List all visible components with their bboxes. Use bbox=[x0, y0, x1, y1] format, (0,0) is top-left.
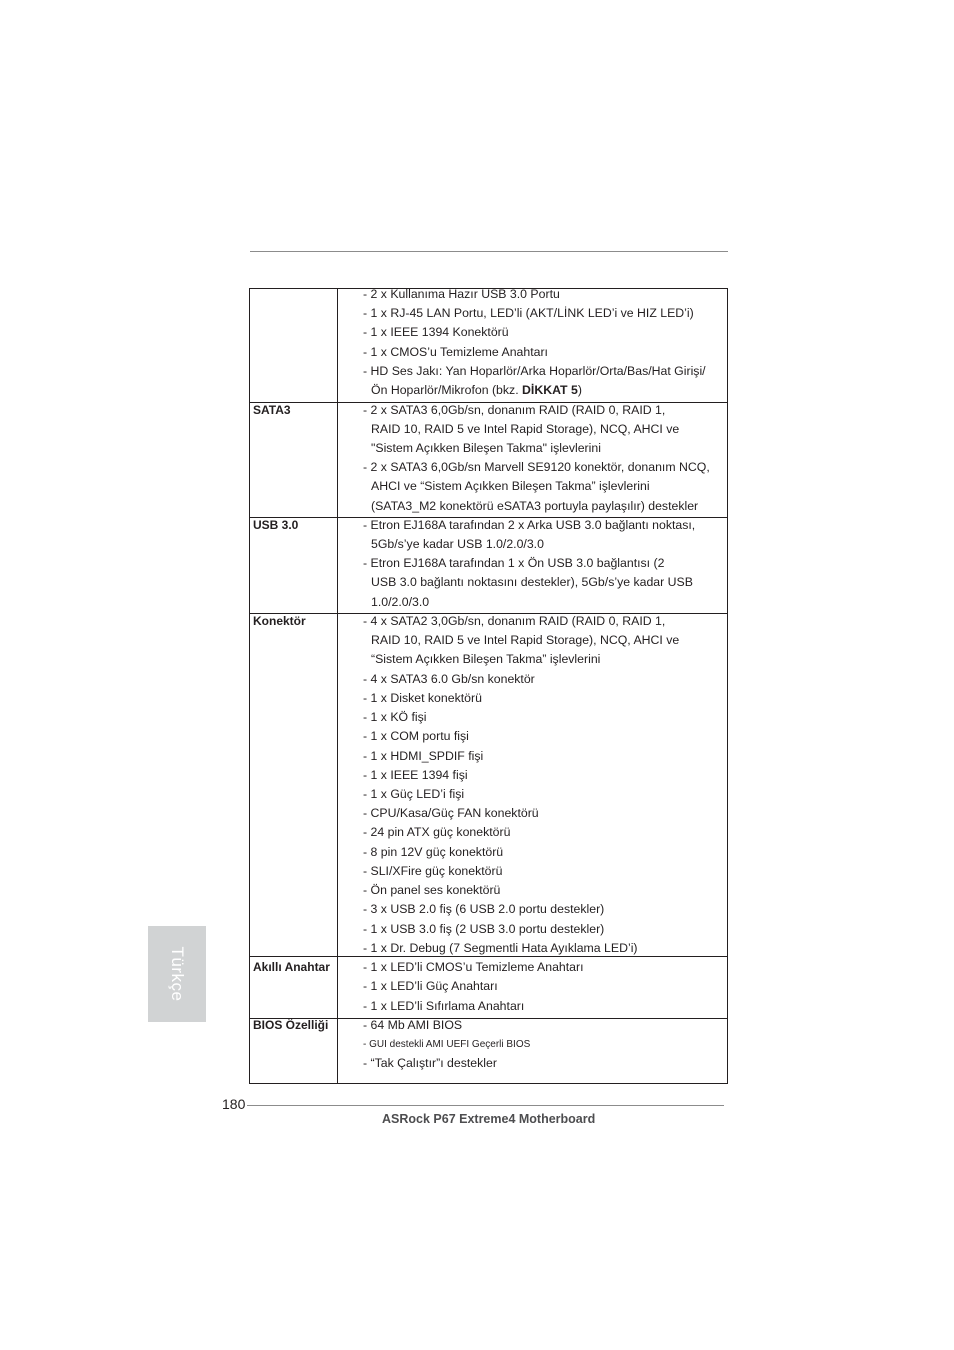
spec-line: - 64 Mb AMI BIOS bbox=[363, 1018, 463, 1032]
spec-line: - 3 x USB 2.0 fiş (6 USB 2.0 portu destekler) bbox=[363, 902, 605, 916]
spec-line: - 1 x LED’li Güç Anahtarı bbox=[363, 979, 498, 993]
footer-rule bbox=[247, 1105, 724, 1106]
spec-line: AHCI ve “Sistem Açıkken Bileşen Takma” işlevlerini bbox=[371, 479, 650, 493]
spec-line: - 1 x Disket konektörü bbox=[363, 691, 482, 705]
spec-line: - 1 x LED’li CMOS’u Temizleme Anahtarı bbox=[363, 960, 584, 974]
spec-line: RAID 10, RAID 5 ve Intel Rapid Storage), NCQ, AHCI ve bbox=[371, 422, 680, 436]
spec-line: - Etron EJ168A tarafından 1 x Ön USB 3.0 bağlantısı (2 bbox=[363, 556, 665, 570]
language-tab bbox=[148, 926, 206, 1022]
spec-line: - 1 x IEEE 1394 Konektörü bbox=[363, 325, 509, 339]
spec-line: 1.0/2.0/3.0 bbox=[371, 595, 430, 609]
spec-line: - 2 x SATA3 6,0Gb/sn, donanım RAID (RAID 0, RAID 1, bbox=[363, 403, 666, 417]
spec-line: - 1 x KÖ fişi bbox=[363, 710, 427, 724]
section-label-bios: BIOS Özelliği bbox=[253, 1018, 329, 1032]
footer-text: ASRock P67 Extreme4 Motherboard bbox=[382, 1112, 596, 1126]
section-label-usb3: USB 3.0 bbox=[253, 518, 299, 532]
spec-line: - CPU/Kasa/Güç FAN konektörü bbox=[363, 806, 539, 820]
spec-line: - Ön panel ses konektörü bbox=[363, 883, 501, 897]
spec-line: - 1 x CMOS’u Temizleme Anahtarı bbox=[363, 345, 548, 359]
spec-line: - 4 x SATA3 6.0 Gb/sn konektör bbox=[363, 672, 535, 686]
spec-line bbox=[371, 382, 582, 399]
section-label-smart-switch: Akıllı Anahtar bbox=[253, 960, 330, 974]
spec-line: - 4 x SATA2 3,0Gb/sn, donanım RAID (RAID 0, RAID 1, bbox=[363, 614, 666, 628]
spec-line: - 8 pin 12V güç konektörü bbox=[363, 845, 504, 859]
spec-line: - 2 x Kullanıma Hazır USB 3.0 Portu bbox=[363, 287, 560, 301]
spec-line-text: ) bbox=[577, 383, 582, 397]
spec-line: - “Tak Çalıştır”ı destekler bbox=[363, 1056, 497, 1070]
spec-line: - 2 x SATA3 6,0Gb/sn Marvell SE9120 konektör, donanım NCQ, bbox=[363, 460, 710, 474]
spec-line: - 1 x USB 3.0 fiş (2 USB 3.0 portu destekler) bbox=[363, 922, 605, 936]
spec-line: - 1 x COM portu fişi bbox=[363, 729, 469, 743]
column-divider bbox=[337, 289, 338, 1083]
spec-line: - 1 x Dr. Debug (7 Segmentli Hata Ayıklama LED’i) bbox=[363, 941, 638, 955]
spec-line: - Etron EJ168A tarafından 2 x Arka USB 3.0 bağlantı noktası, bbox=[363, 518, 696, 532]
spec-line: - 24 pin ATX güç konektörü bbox=[363, 825, 511, 839]
spec-line: - 1 x RJ-45 LAN Portu, LED’li (AKT/LİNK LED’i ve HIZ LED’i) bbox=[363, 306, 694, 320]
spec-table bbox=[249, 288, 728, 1084]
language-tab-label: Türkçe bbox=[168, 946, 187, 1002]
section-label-sata3: SATA3 bbox=[253, 403, 291, 417]
spec-line: - GUI destekli AMI UEFI Geçerli BIOS bbox=[363, 1039, 531, 1050]
spec-line: "Sistem Açıkken Bileşen Takma" işlevlerini bbox=[371, 441, 601, 455]
note-reference: DİKKAT 5 bbox=[522, 383, 578, 397]
spec-line: - 1 x LED’li Sıfırlama Anahtarı bbox=[363, 999, 525, 1013]
spec-line: “Sistem Açıkken Bileşen Takma” işlevlerini bbox=[371, 652, 601, 666]
spec-line: - 1 x HDMI_SPDIF fişi bbox=[363, 749, 484, 763]
spec-line: - SLI/XFire güç konektörü bbox=[363, 864, 503, 878]
spec-line: - 1 x Güç LED’i fişi bbox=[363, 787, 465, 801]
spec-line: (SATA3_M2 konektörü eSATA3 portuyla paylaşılır) destekler bbox=[371, 499, 699, 513]
spec-line-text: Ön Hoparlör/Mikrofon (bkz. bbox=[371, 383, 523, 397]
spec-line: RAID 10, RAID 5 ve Intel Rapid Storage), NCQ, AHCI ve bbox=[371, 633, 680, 647]
spec-line: - 1 x IEEE 1394 fişi bbox=[363, 768, 468, 782]
spec-line: 5Gb/s’ye kadar USB 1.0/2.0/3.0 bbox=[371, 537, 544, 551]
page-number: 180 bbox=[222, 1096, 246, 1112]
section-label-connector: Konektör bbox=[253, 614, 306, 628]
spec-line: USB 3.0 bağlantı noktasını destekler), 5Gb/s’ye kadar USB bbox=[371, 575, 693, 589]
spec-line: - HD Ses Jakı: Yan Hoparlör/Arka Hoparlör/Orta/Bas/Hat Girişi/ bbox=[363, 364, 706, 378]
top-rule bbox=[250, 251, 728, 252]
